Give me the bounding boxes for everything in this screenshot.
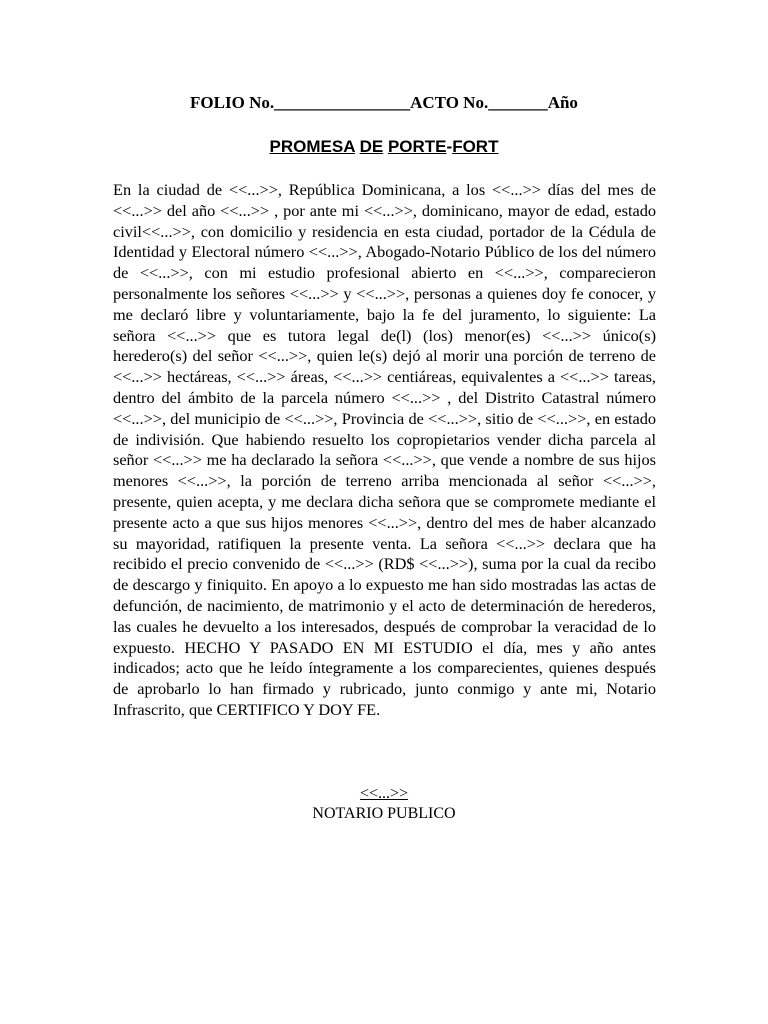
signature-name-placeholder: <<...>> <box>359 785 409 802</box>
signature-title: NOTARIO PUBLICO <box>312 805 456 822</box>
title-word-fort: FORT <box>452 137 499 156</box>
document-body <box>113 180 656 721</box>
title-word-promesa: PROMESA <box>269 137 355 156</box>
document-title <box>0 137 768 157</box>
title-word-porte: PORTE <box>387 137 447 156</box>
title-word-de: DE <box>359 137 384 156</box>
folio-acto-line: FOLIO No.________________ACTO No._______Año <box>190 93 578 112</box>
body-paragraph: En la ciudad de <<...>>, República Dominicana, a los <<...>> días del mes de <<...>> del año <<...>> , por ante mi <<...>>, dominicano, mayor de edad, estado civil<<...>>, con domicilio y residencia en esta ciudad, portador de la Cédula de Identidad y Electoral número <<...>>, Abogado-Notario Público de los del número de <<...>>, con mi estudio profesional abierto en <<...>>, comparecieron personalmente los señores <<...>> y <<...>>, personas a quienes doy fe conocer, y me declaró libre y voluntariamente, bajo la fe del juramento, lo siguiente: La señora <<...>> que es tutora legal de(l) (los) menor(es) <<...>> único(s) heredero(s) del señor <<...>>, quien le(s) dejó al morir una porción de terreno de <<...>> hectáreas, <<...>> áreas, <<...>> centiáreas, equivalentes a <<...>> tareas, dentro del ámbito de la parcela número <<...>> , del Distrito Catastral número <<...>>, del municipio de <<...>>, Provincia de <<...>>, sitio de <<...>>, en estado de indivisión. Que habiendo resuelto los copropietarios vender dicha parcela al señor <<...>> me ha declarado la señora <<...>>, que vende a nombre de sus hijos menores <<...>>, la porción de terreno arriba mencionada al señor <<...>>, presente, quien acepta, y me declara dicha señora que se compromete mediante el presente acto a que sus hijos menores <<...>>, dentro del mes de haber alcanzado su mayoridad, ratifiquen la presente venta. La señora <<...>> declara que ha recibido el precio convenido de <<...>> (RD$ <<...>>), suma por la cual da recibo de descargo y finiquito. En apoyo a lo expuesto me han sido mostradas las actas de defunción, de nacimiento, de matrimonio y el acto de determinación de herederos, las cuales he devuelto a los interesados, después de comprobar la veracidad de lo expuesto. HECHO Y PASADO EN MI ESTUDIO el día, mes y año antes indicados; acto que he leído íntegramente a los comparecientes, quienes después de aprobarlo lo han firmado y rubricado, junto conmigo y ante mi, Notario Infrascrito, que CERTIFICO Y DOY FE. <box>113 180 656 719</box>
title-hyphen: - <box>446 137 453 156</box>
